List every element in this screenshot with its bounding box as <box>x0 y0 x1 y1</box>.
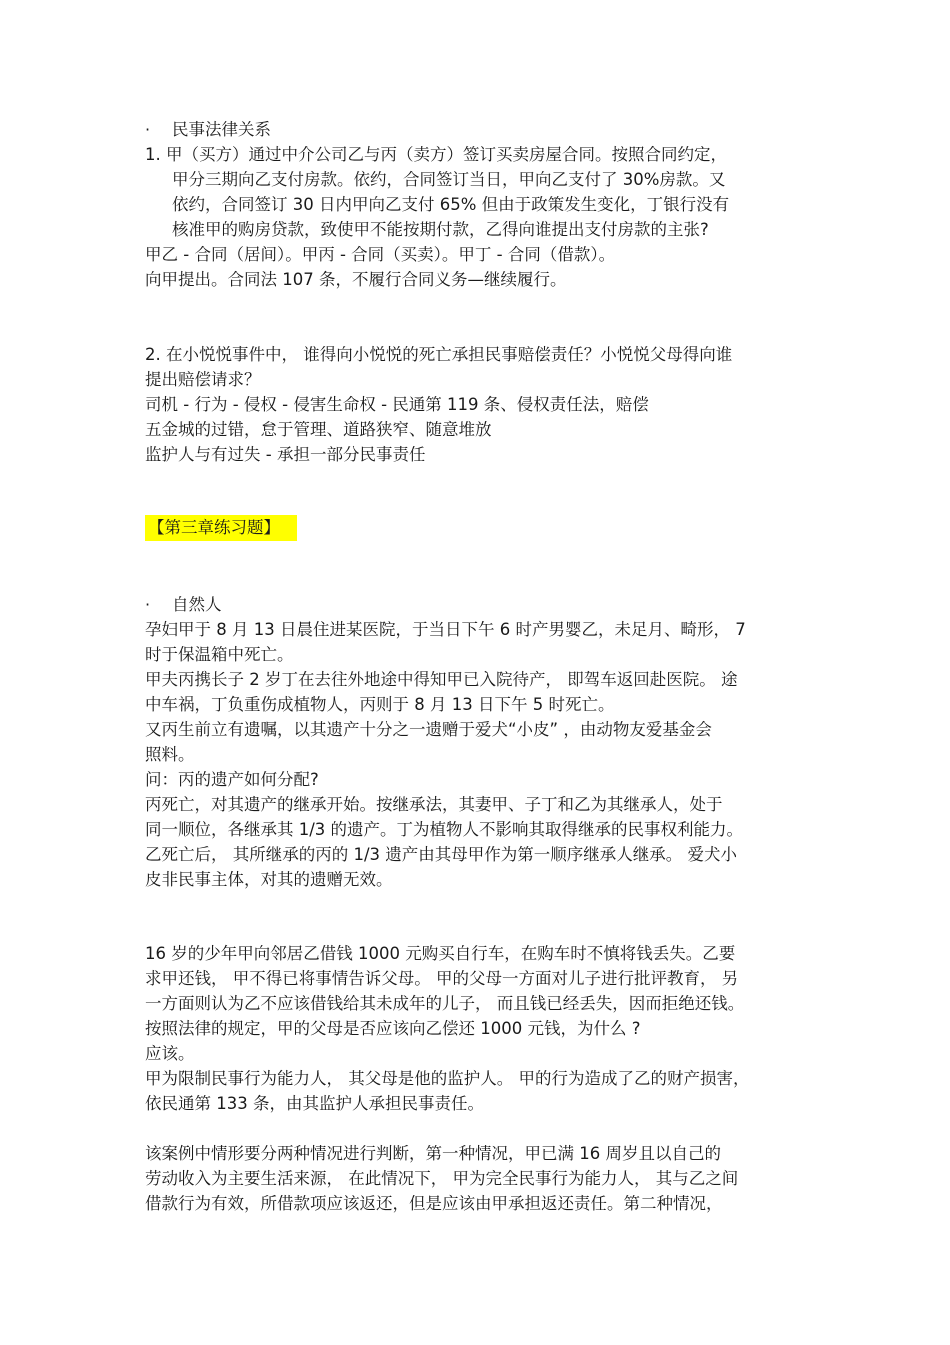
case-1-line: 问：丙的遗产如何分配? <box>145 770 319 789</box>
case-1-line: 孕妇甲于 8 月 13 日晨住进某医院，于当日下午 6 时产男婴乙，未足月、畸形， 7 <box>145 620 746 639</box>
case-1-line: 中车祸，丁负重伤成植物人，丙则于 8 月 13 日下午 5 时死亡。 <box>145 695 615 714</box>
case-1-line: 照料。 <box>145 745 195 764</box>
case-2-line: 16 岁的少年甲向邻居乙借钱 1000 元购买自行车，在购车时不慎将钱丢失。乙要 <box>145 944 736 963</box>
case-1-line: 时于保温箱中死亡。 <box>145 645 294 664</box>
case-1-line: 丙死亡，对其遗产的继承开始。按继承法，其妻甲、子丁和乙为其继承人，处于 <box>145 795 723 814</box>
chapter-title: 【第三章练习题】 <box>148 518 280 537</box>
question-2-line: 2. 在小悦悦事件中， 谁得向小悦悦的死亡承担民事赔偿责任？小悦悦父母得向谁 <box>145 345 733 364</box>
question-2-line: 提出赔偿请求？ <box>145 370 261 389</box>
section-heading: 民事法律关系 <box>172 120 271 139</box>
case-2-line: 应该。 <box>145 1044 195 1063</box>
section-heading: 自然人 <box>172 595 222 614</box>
question-1-line: 1. 甲（买方）通过中介公司乙与丙（卖方）签订买卖房屋合同。按照合同约定， <box>145 145 727 164</box>
case-1-line: 同一顺位，各继承其 1/3 的遗产。丁为植物人不影响其取得继承的民事权利能力。 <box>145 820 744 839</box>
bullet-dot: · <box>145 120 151 139</box>
case-3-line: 该案例中情形要分两种情况进行判断，第一种情况，甲已满 16 周岁且以自己的 <box>145 1144 721 1163</box>
case-3-line: 借款行为有效，所借款项应该返还，但是应该由甲承担返还责任。第二种情况， <box>145 1194 723 1213</box>
answer-2-line: 五金城的过错，怠于管理、道路狭窄、随意堆放 <box>145 420 492 439</box>
case-2-line: 按照法律的规定，甲的父母是否应该向乙偿还 1000 元钱，为什么 ? <box>145 1019 641 1038</box>
case-1-line: 甲夫丙携长子 2 岁丁在去往外地途中得知甲已入院待产， 即驾车返回赴医院。 途 <box>145 670 738 689</box>
answer-1-line: 甲乙 - 合同（居间）。甲丙 - 合同（买卖）。甲丁 - 合同（借款）。 <box>145 245 616 264</box>
answer-2-line: 司机 - 行为 - 侵权 - 侵害生命权 - 民通第 119 条、侵权责任法，赔偿 <box>145 395 649 414</box>
question-1-line: 甲分三期向乙支付房款。依约，合同签订当日，甲向乙支付了 30%房款。又 <box>172 170 726 189</box>
case-2-line: 依民通第 133 条，由其监护人承担民事责任。 <box>145 1094 484 1113</box>
answer-1-line: 向甲提出。合同法 107 条，不履行合同义务—继续履行。 <box>145 270 567 289</box>
question-1-line: 依约，合同签订 30 日内甲向乙支付 65% 但由于政策发生变化，丁银行没有 <box>172 195 730 214</box>
answer-2-line: 监护人与有过失 - 承担一部分民事责任 <box>145 445 426 464</box>
case-1-line: 又丙生前立有遗嘱，以其遗产十分之一遗赠于爱犬“小皮” ，由动物友爱基金会 <box>145 720 712 739</box>
bullet-dot: · <box>145 595 151 614</box>
case-3-line: 劳动收入为主要生活来源， 在此情况下， 甲为完全民事行为能力人， 其与乙之间 <box>145 1169 739 1188</box>
case-2-line: 一方面则认为乙不应该借钱给其未成年的儿子， 而且钱已经丢失，因而拒绝还钱。 <box>145 994 745 1013</box>
case-2-line: 甲为限制民事行为能力人， 其父母是他的监护人。 甲的行为造成了乙的财产损害， <box>145 1069 750 1088</box>
case-1-line: 皮非民事主体，对其的遗赠无效。 <box>145 870 393 889</box>
case-2-line: 求甲还钱， 甲不得已将事情告诉父母。 甲的父母一方面对儿子进行批评教育， 另 <box>145 969 739 988</box>
case-1-line: 乙死亡后， 其所继承的丙的 1/3 遗产由其母甲作为第一顺序继承人继承。 爱犬小 <box>145 845 738 864</box>
chapter-title-highlight <box>145 515 297 541</box>
question-1-line: 核准甲的购房贷款，致使甲不能按期付款，乙得向谁提出支付房款的主张? <box>172 220 709 239</box>
